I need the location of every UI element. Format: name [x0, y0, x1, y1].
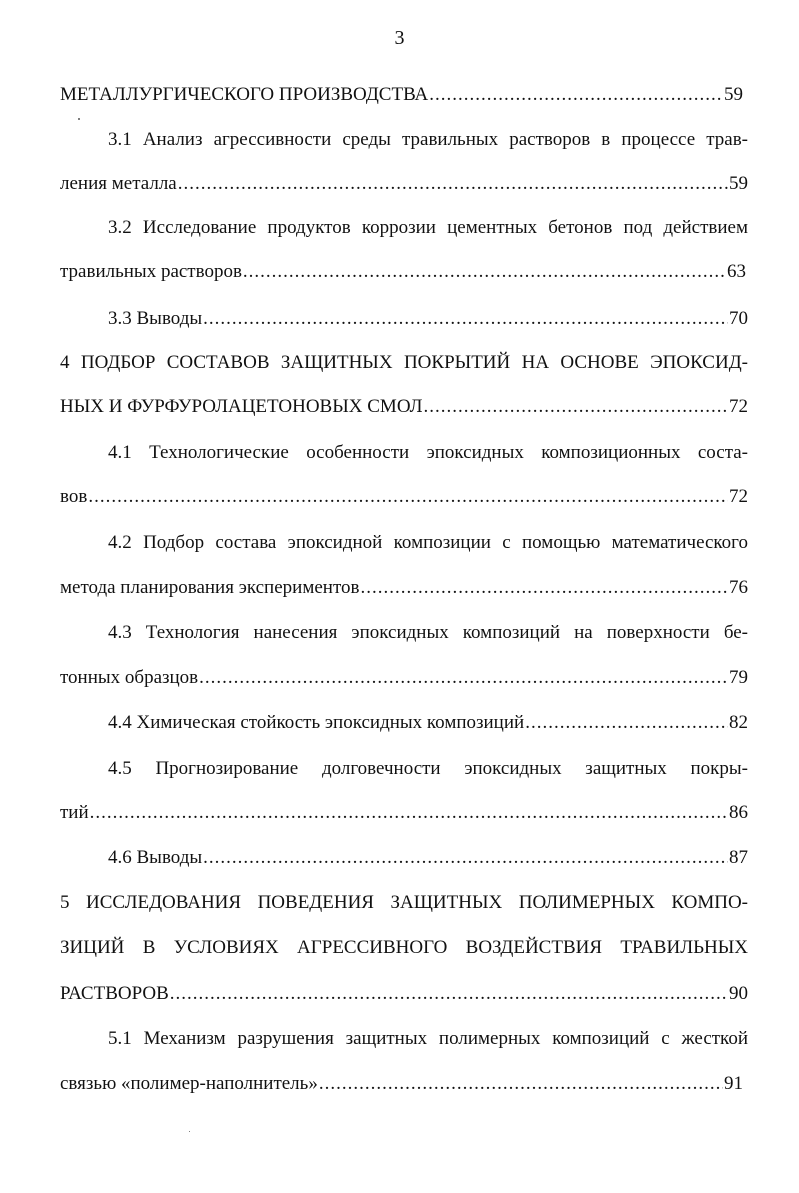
toc-entry-text: 4.2 Подбор состава эпоксидной композиции с помощью математического [108, 532, 748, 553]
toc-entry [60, 576, 748, 600]
page-number: 3 [394, 27, 405, 49]
toc-entry-page: 63 [727, 261, 746, 282]
toc-entry-text: 5.1 Механизм разрушения защитных полимерных композиций с жесткой [108, 1028, 748, 1049]
toc-entry [108, 128, 748, 152]
toc-entry-page: 72 [729, 396, 748, 417]
toc-entry [60, 485, 748, 509]
toc-entry-page: 90 [729, 983, 748, 1004]
toc-entry [108, 441, 748, 465]
toc-entry-text: 4 ПОДБОР СОСТАВОВ ЗАЩИТНЫХ ПОКРЫТИЙ НА ОСНОВЕ ЭПОКСИД- [60, 352, 748, 373]
scan-speck [78, 118, 80, 120]
toc-entry [60, 260, 746, 284]
toc-entry-page: 79 [729, 667, 748, 688]
toc-entry-page: 70 [729, 308, 748, 329]
toc-entry [108, 846, 748, 870]
toc-leader-dots [525, 711, 728, 735]
toc-entry-text: метода планирования экспериментов [60, 577, 360, 598]
toc-leader-dots [199, 666, 728, 690]
toc-entry-text: 3.1 Анализ агрессивности среды травильных растворов в процессе трав- [108, 129, 748, 150]
toc-leader-dots [423, 395, 728, 419]
toc-entry-page: 87 [729, 847, 748, 868]
toc-entry-text: НЫХ И ФУРФУРОЛАЦЕТОНОВЫХ СМОЛ [60, 396, 423, 417]
toc-entry [60, 982, 748, 1006]
scan-speck [189, 1131, 190, 1132]
toc-entry [60, 1072, 743, 1096]
toc-entry [60, 395, 748, 419]
toc-entry-page: 91 [724, 1073, 743, 1094]
toc-entry-text: травильных растворов [60, 261, 242, 282]
toc-entry-text: 3.2 Исследование продуктов коррозии цементных бетонов под действием [108, 217, 748, 238]
toc-entry-text: 5 ИССЛЕДОВАНИЯ ПОВЕДЕНИЯ ЗАЩИТНЫХ ПОЛИМЕРНЫХ КОМПО- [60, 892, 748, 913]
toc-leader-dots [319, 1072, 723, 1096]
toc-entry [108, 307, 748, 331]
toc-entry [60, 172, 748, 196]
toc-entry [108, 216, 748, 240]
toc-entry-text: 4.1 Технологические особенности эпоксидных композиционных соста- [108, 442, 748, 463]
toc-entry-text: 4.3 Технология нанесения эпоксидных композиций на поверхности бе- [108, 622, 748, 643]
toc-leader-dots [90, 801, 728, 825]
toc-entry-text: 3.3 Выводы [108, 308, 203, 329]
toc-entry [60, 891, 748, 915]
toc-leader-dots [178, 172, 728, 196]
toc-entry [108, 531, 748, 555]
toc-leader-dots [429, 83, 723, 107]
toc-entry-text: 4.6 Выводы [108, 847, 203, 868]
toc-entry [108, 1027, 748, 1051]
toc-entry-page: 86 [729, 802, 748, 823]
toc-entry-text: 4.5 Прогнозирование долговечности эпоксидных защитных покры- [108, 758, 748, 779]
toc-entry-text: тонных образцов [60, 667, 199, 688]
toc-entry-page: 59 [724, 84, 743, 105]
toc-entry-text: РАСТВОРОВ [60, 983, 169, 1004]
toc-entry [60, 83, 743, 107]
toc-entry [60, 351, 748, 375]
toc-entry [60, 666, 748, 690]
toc-entry-text: 4.4 Химическая стойкость эпоксидных композиций [108, 712, 525, 733]
toc-entry [108, 711, 748, 735]
toc-entry-text: ления металла [60, 173, 177, 194]
toc-entry-text: вов [60, 486, 88, 507]
toc-leader-dots [88, 485, 728, 509]
toc-leader-dots [170, 982, 728, 1006]
toc-leader-dots [203, 846, 728, 870]
toc-entry [60, 801, 748, 825]
toc-leader-dots [360, 576, 728, 600]
toc-entry-page: 76 [729, 577, 748, 598]
toc-entry-text: МЕТАЛЛУРГИЧЕСКОГО ПРОИЗВОДСТВА [60, 84, 429, 105]
toc-leader-dots [203, 307, 728, 331]
toc-entry-text: связью «полимер-наполнитель» [60, 1073, 318, 1094]
toc-entry-page: 82 [729, 712, 748, 733]
toc-entry-text: ЗИЦИЙ В УСЛОВИЯХ АГРЕССИВНОГО ВОЗДЕЙСТВИЯ ТРАВИЛЬНЫХ [60, 937, 748, 958]
toc-entry [108, 757, 748, 781]
toc-leader-dots [243, 260, 726, 284]
toc-entry-page: 72 [729, 486, 748, 507]
toc-entry [108, 621, 748, 645]
toc-entry-text: тий [60, 802, 89, 823]
toc-entry [60, 936, 748, 960]
toc-entry-page: 59 [729, 173, 748, 194]
